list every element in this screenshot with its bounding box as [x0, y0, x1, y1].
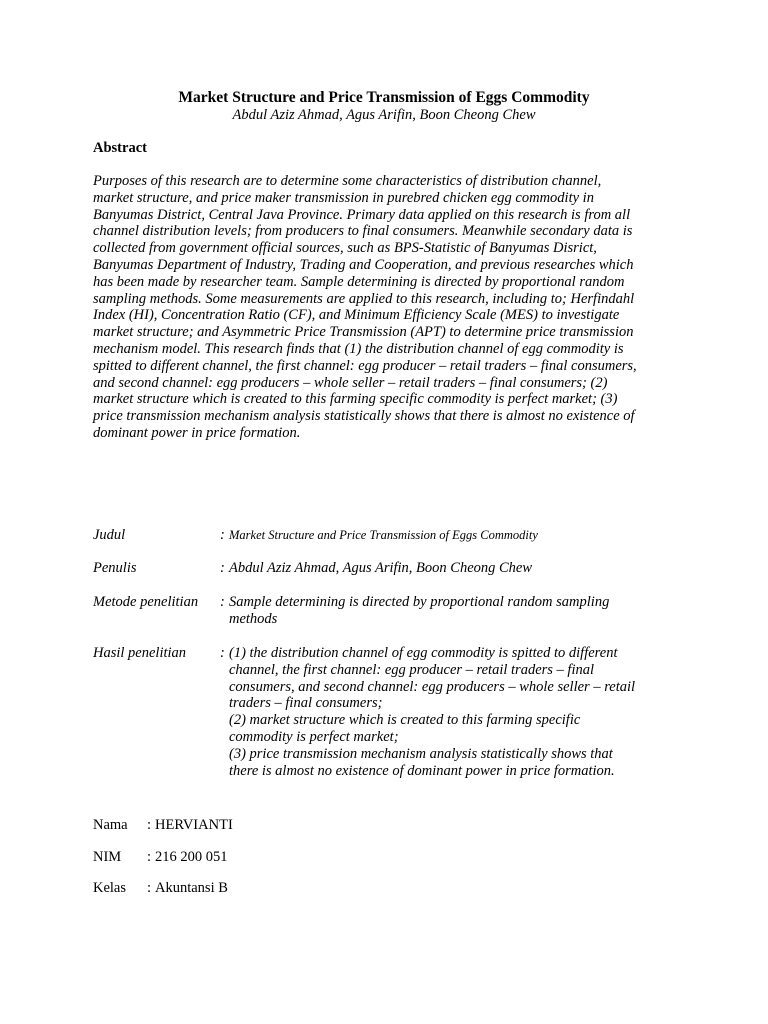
- penulis-value: Abdul Aziz Ahmad, Agus Arifin, Boon Cheong Chew: [229, 560, 533, 576]
- penulis-label: Penulis: [93, 560, 137, 576]
- abstract-line: Index (HI), Concentration Ratio (CF), and Minimum Efficiency Scale (MES) to investigate: [93, 307, 620, 324]
- penulis-colon: :: [220, 560, 225, 576]
- abstract-line: market structure; and Asymmetric Price Transmission (APT) to determine price transmission: [93, 324, 634, 341]
- hasil-line: (3) price transmission mechanism analysis statistically shows that: [229, 745, 613, 762]
- hasil-line: (1) the distribution channel of egg commodity is spitted to different: [229, 645, 618, 661]
- abstract-line: and second channel: egg producers – whole seller – retail traders – final consumers; (2): [93, 374, 608, 391]
- metode-line: Sample determining is directed by proportional random sampling: [229, 594, 610, 610]
- metode-colon: :: [220, 594, 225, 610]
- paper-title: Market Structure and Price Transmission of Eggs Commodity: [178, 89, 590, 106]
- metode-label: Metode penelitian: [93, 594, 199, 610]
- judul-value: Market Structure and Price Transmission of Eggs Commodity: [229, 528, 538, 542]
- title-block: [0, 89, 768, 124]
- hasil-line: there is almost no existence of dominant power in price formation.: [229, 762, 615, 779]
- abstract-line: sampling methods. Some measurements are applied to this research, including to; Herfindahl: [93, 290, 635, 307]
- abstract-line: Purposes of this research are to determine some characteristics of distribution channel,: [93, 173, 602, 189]
- abstract-line: market structure which is created to this farming specific commodity is perfect market; (3): [93, 391, 618, 408]
- abstract-heading: Abstract: [93, 140, 147, 156]
- abstract-line: collected from government official sources, such as BPS-Statistic of Banyumas Disrict,: [93, 240, 597, 257]
- nim-colon: :: [147, 849, 152, 865]
- abstract-line: Banyumas Department of Industry, Trading and Cooperation, and previous researches which: [93, 256, 634, 273]
- abstract-line: dominant power in price formation.: [93, 424, 301, 441]
- nama-value: HERVIANTI: [155, 817, 233, 833]
- hasil-line: commodity is perfect market;: [229, 728, 399, 745]
- abstract-line: has been made by researcher team. Sample determining is directed by proportional random: [93, 273, 625, 290]
- kelas-label: Kelas: [93, 880, 127, 896]
- metode-line: methods: [229, 610, 278, 627]
- abstract-line: channel distribution levels; from producers to final consumers. Meanwhile secondary data is: [93, 223, 633, 240]
- paper-authors: Abdul Aziz Ahmad, Agus Arifin, Boon Cheong Chew: [232, 107, 536, 123]
- abstract-line: Banyumas District, Central Java Province. Primary data applied on this research is from all: [93, 206, 631, 223]
- hasil-value: [229, 645, 635, 779]
- abstract-line: market structure, and price maker transmission in purebred chicken egg commodity in: [93, 189, 594, 206]
- abstract-body: [93, 173, 693, 442]
- hasil-colon: :: [220, 645, 225, 661]
- abstract-line: price transmission mechanism analysis statistically shows that there is almost no existence of: [93, 408, 635, 425]
- kelas-colon: :: [147, 880, 152, 896]
- hasil-line: channel, the first channel: egg producer – retail traders – final: [229, 661, 594, 678]
- abstract-line: spitted to different channel, the first channel: egg producer – retail traders – final consumers,: [93, 357, 637, 374]
- hasil-line: (2) market structure which is created to this farming specific: [229, 712, 581, 729]
- kelas-value: Akuntansi B: [155, 880, 228, 896]
- hasil-line: consumers, and second channel: egg producers – whole seller – retail: [229, 678, 636, 695]
- hasil-line: traders – final consumers;: [229, 695, 383, 712]
- nama-label: Nama: [93, 817, 128, 833]
- judul-label: Judul: [93, 527, 126, 543]
- nim-value: 216 200 051: [155, 849, 228, 865]
- nim-label: NIM: [93, 849, 122, 865]
- hasil-label: Hasil penelitian: [93, 645, 187, 661]
- metode-value: [229, 594, 609, 628]
- judul-colon: :: [220, 527, 225, 543]
- abstract-line: mechanism model. This research finds that (1) the distribution channel of egg commodity is: [93, 340, 624, 357]
- nama-colon: :: [147, 817, 152, 833]
